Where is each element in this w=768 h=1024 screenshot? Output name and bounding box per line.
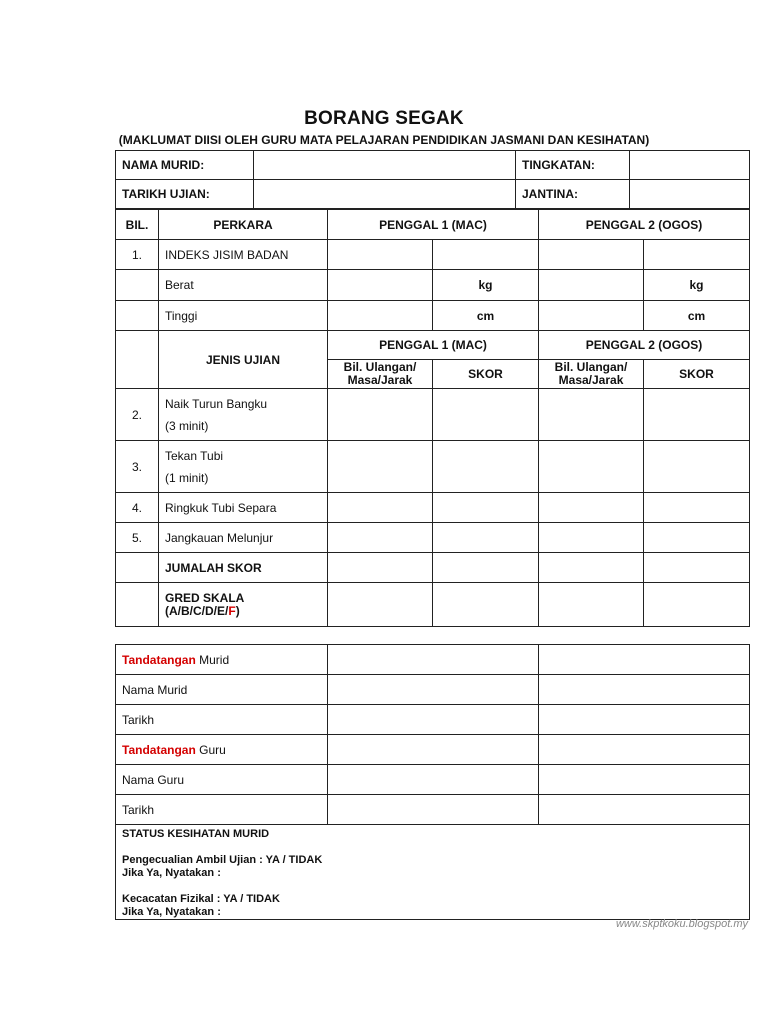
test-duration: (3 minit) bbox=[165, 418, 209, 433]
kecacatan-text: Kecacatan Fizikal : YA / TIDAK bbox=[122, 893, 280, 905]
cell[interactable] bbox=[539, 523, 644, 553]
cell[interactable] bbox=[644, 583, 750, 627]
cell[interactable] bbox=[539, 645, 750, 675]
student-info-table bbox=[115, 150, 750, 209]
gred-title: GRED SKALA bbox=[165, 590, 245, 605]
row-num: 3. bbox=[116, 441, 159, 493]
cell bbox=[116, 331, 159, 389]
pengecualian-text: Pengecualian Ambil Ujian : YA / TIDAK bbox=[122, 854, 323, 866]
cell[interactable] bbox=[539, 553, 644, 583]
cell[interactable] bbox=[328, 735, 539, 765]
cell[interactable] bbox=[328, 493, 433, 523]
row-label-gred bbox=[159, 583, 328, 627]
cell[interactable] bbox=[433, 553, 539, 583]
input-nama-murid[interactable] bbox=[254, 151, 516, 180]
cell[interactable] bbox=[539, 493, 644, 523]
row-num: 1. bbox=[116, 240, 159, 270]
cell[interactable] bbox=[433, 389, 539, 441]
jika-ya-text: Jika Ya, Nyatakan : bbox=[122, 867, 221, 879]
label-nama-murid: Nama Murid bbox=[116, 675, 328, 705]
cell[interactable] bbox=[644, 240, 750, 270]
label-tingkatan: TINGKATAN: bbox=[516, 151, 630, 180]
label-tarikh: Tarikh bbox=[116, 795, 328, 825]
header-jenis-ujian: JENIS UJIAN bbox=[159, 331, 328, 389]
cell[interactable] bbox=[433, 493, 539, 523]
header-text: Bil. Ulangan/ bbox=[343, 360, 417, 374]
row-label-test: Jangkauan Melunjur bbox=[159, 523, 328, 553]
cell bbox=[116, 583, 159, 627]
cell[interactable] bbox=[644, 523, 750, 553]
cell[interactable] bbox=[539, 765, 750, 795]
label-nama-guru: Nama Guru bbox=[116, 765, 328, 795]
row-label-jumlah: JUMALAH SKOR bbox=[159, 553, 328, 583]
cell[interactable] bbox=[328, 240, 433, 270]
cell[interactable] bbox=[328, 765, 539, 795]
cell[interactable] bbox=[433, 441, 539, 493]
header-text: Bil. Ulangan/ bbox=[554, 360, 628, 374]
row-label-test bbox=[159, 389, 328, 441]
cell[interactable] bbox=[644, 389, 750, 441]
test-duration: (1 minit) bbox=[165, 470, 209, 485]
cell[interactable] bbox=[433, 240, 539, 270]
murid-word: Murid bbox=[199, 652, 230, 667]
cell[interactable] bbox=[539, 735, 750, 765]
row-label-berat: Berat bbox=[159, 270, 328, 301]
cell[interactable] bbox=[539, 675, 750, 705]
cell[interactable] bbox=[539, 705, 750, 735]
tandatangan-word: Tandatangan bbox=[122, 742, 196, 757]
cell bbox=[116, 270, 159, 301]
input-tinggi-p2[interactable] bbox=[539, 301, 644, 331]
row-label-test: Ringkuk Tubi Separa bbox=[159, 493, 328, 523]
cell[interactable] bbox=[433, 583, 539, 627]
cell[interactable] bbox=[539, 240, 644, 270]
header-bil-ulangan bbox=[328, 360, 433, 389]
cell[interactable] bbox=[328, 675, 539, 705]
cell[interactable] bbox=[644, 493, 750, 523]
gred-f: F bbox=[228, 603, 236, 618]
row-num: 5. bbox=[116, 523, 159, 553]
label-tarikh-ujian: TARIKH UJIAN: bbox=[116, 180, 254, 209]
row-num: 4. bbox=[116, 493, 159, 523]
signature-table bbox=[115, 644, 750, 920]
cell[interactable] bbox=[644, 441, 750, 493]
gred-options bbox=[165, 605, 321, 618]
header-skor: SKOR bbox=[433, 360, 539, 389]
cell[interactable] bbox=[539, 583, 644, 627]
gred-letters: (A/B/C/D/E/ bbox=[165, 603, 229, 618]
cell[interactable] bbox=[328, 523, 433, 553]
header-bil-ulangan bbox=[539, 360, 644, 389]
cell bbox=[116, 301, 159, 331]
footer-watermark: www.skptkoku.blogspot.my bbox=[615, 918, 748, 930]
cell[interactable] bbox=[328, 389, 433, 441]
jika-ya-text: Jika Ya, Nyatakan : bbox=[122, 906, 221, 918]
input-tingkatan[interactable] bbox=[630, 151, 750, 180]
status-kesihatan bbox=[116, 825, 750, 920]
label-tarikh: Tarikh bbox=[116, 705, 328, 735]
header-penggal-1: PENGGAL 1 (MAC) bbox=[328, 210, 539, 240]
input-berat-p1[interactable] bbox=[328, 270, 433, 301]
form-title: BORANG SEGAK bbox=[304, 108, 464, 129]
unit-kg: kg bbox=[433, 270, 539, 301]
tandatangan-word: Tandatangan bbox=[122, 652, 196, 667]
cell[interactable] bbox=[328, 645, 539, 675]
label-jantina: JANTINA: bbox=[516, 180, 630, 209]
row-label-tinggi: Tinggi bbox=[159, 301, 328, 331]
label-tandatangan-murid bbox=[116, 645, 328, 675]
header-penggal-1: PENGGAL 1 (MAC) bbox=[328, 331, 539, 360]
cell[interactable] bbox=[328, 795, 539, 825]
header-text: Masa/Jarak bbox=[347, 373, 413, 387]
cell[interactable] bbox=[539, 389, 644, 441]
cell[interactable] bbox=[328, 705, 539, 735]
header-text: Masa/Jarak bbox=[558, 373, 624, 387]
assessment-table bbox=[115, 209, 750, 627]
cell[interactable] bbox=[433, 523, 539, 553]
status-heading: STATUS KESIHATAN MURID bbox=[122, 828, 270, 840]
input-tinggi-p1[interactable] bbox=[328, 301, 433, 331]
cell[interactable] bbox=[644, 553, 750, 583]
cell[interactable] bbox=[328, 583, 433, 627]
input-berat-p2[interactable] bbox=[539, 270, 644, 301]
header-penggal-2: PENGGAL 2 (OGOS) bbox=[539, 331, 750, 360]
cell[interactable] bbox=[328, 553, 433, 583]
input-tarikh-ujian[interactable] bbox=[254, 180, 516, 209]
header-skor: SKOR bbox=[644, 360, 750, 389]
cell bbox=[116, 553, 159, 583]
row-num: 2. bbox=[116, 389, 159, 441]
guru-word: Guru bbox=[199, 742, 226, 757]
header-bil: BIL. bbox=[116, 210, 159, 240]
row-label-test bbox=[159, 441, 328, 493]
unit-cm: cm bbox=[644, 301, 750, 331]
cell[interactable] bbox=[328, 441, 433, 493]
test-name: Tekan Tubi bbox=[165, 448, 224, 463]
form-subtitle: (MAKLUMAT DIISI OLEH GURU MATA PELAJARAN PENDIDIKAN JASMANI DAN KESIHATAN) bbox=[118, 133, 650, 147]
gred-close: ) bbox=[235, 603, 240, 618]
cell[interactable] bbox=[539, 441, 644, 493]
header-penggal-2: PENGGAL 2 (OGOS) bbox=[539, 210, 750, 240]
header-perkara: PERKARA bbox=[159, 210, 328, 240]
cell[interactable] bbox=[539, 795, 750, 825]
label-tandatangan-guru bbox=[116, 735, 328, 765]
label-nama-murid: NAMA MURID: bbox=[116, 151, 254, 180]
unit-kg: kg bbox=[644, 270, 750, 301]
input-jantina[interactable] bbox=[630, 180, 750, 209]
test-name: Naik Turun Bangku bbox=[165, 396, 268, 411]
unit-cm: cm bbox=[433, 301, 539, 331]
row-label-ijb: INDEKS JISIM BADAN bbox=[159, 240, 328, 270]
